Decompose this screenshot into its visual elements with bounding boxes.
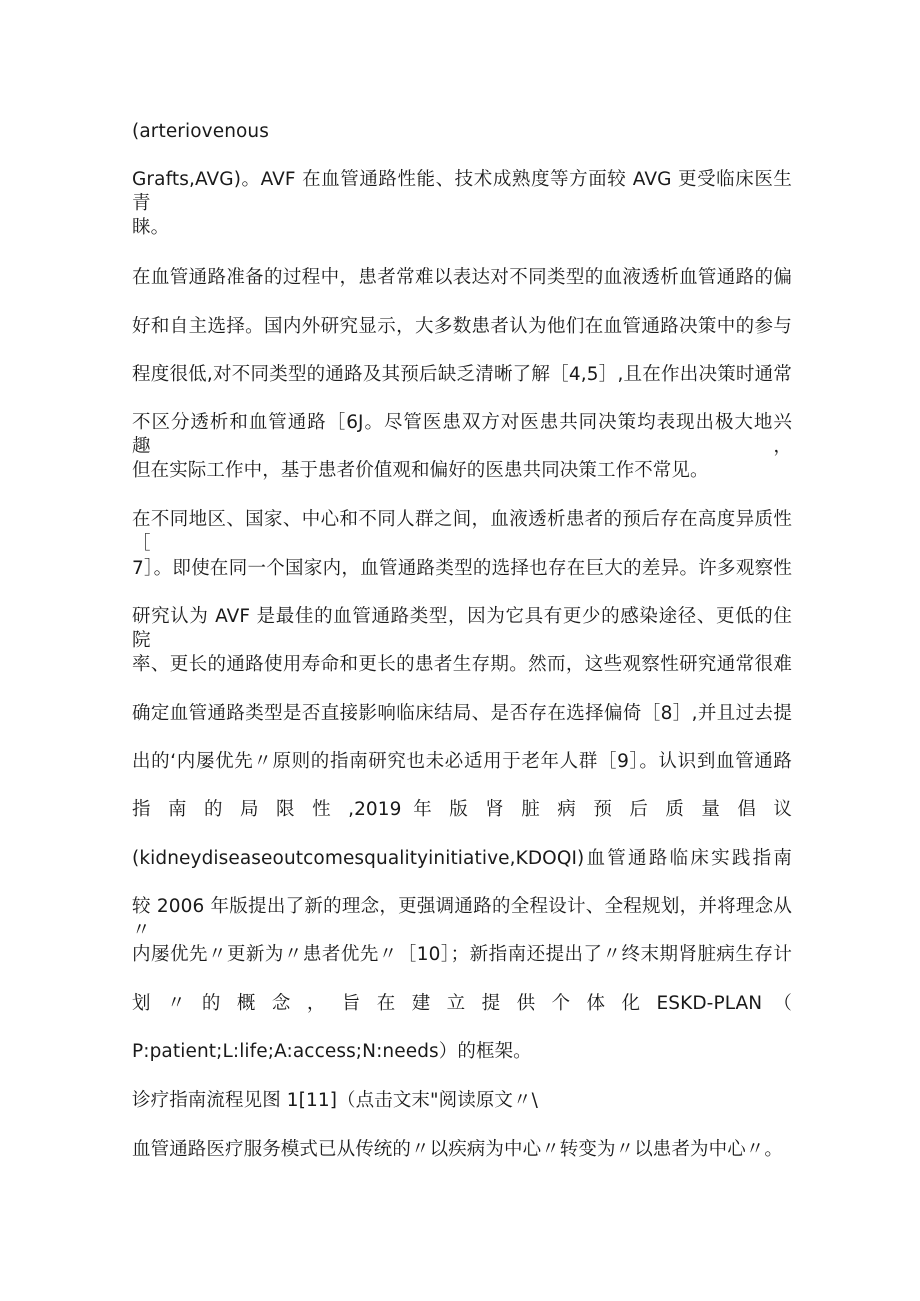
- text-line: 确定血管通路类型是否直接影响临床结局、是否存在选择偏倚［8］,并且过去提: [132, 703, 792, 724]
- text-line: 在血管通路准备的过程中，患者常难以表达对不同类型的血液透析血管通路的偏: [132, 267, 792, 288]
- text-line: 在不同地区、国家、中心和不同人群之间，血液透析患者的预后存在高度异质性［: [132, 509, 792, 554]
- text-line: 但在实际工作中，基于患者价值观和偏好的医患共同决策工作不常见。: [132, 460, 709, 481]
- text-line: 指 南 的 局 限 性 ,2019 年 版 肾 脏 病 预 后 质 量 倡 议: [132, 799, 792, 820]
- text-line: 7］。即使在同一个国家内，血管通路类型的选择也存在巨大的差异。许多观察性: [132, 558, 792, 579]
- text-line: 不区分透析和血管通路［6J。尽管医患双方对医患共同决策均表现出极大地兴趣，: [132, 412, 792, 457]
- text-line: 较 2006 年版提出了新的理念，更强调通路的全程设计、全程规划，并将理念从〃: [132, 896, 792, 941]
- text-line: (arteriovenous: [132, 121, 269, 142]
- text-line: 程度很低,对不同类型的通路及其预后缺乏清晰了解［4,5］,且在作出决策时通常: [132, 364, 792, 385]
- text-line: 血管通路医疗服务模式已从传统的〃以疾病为中心〃转变为〃以患者为中心〃。: [132, 1139, 784, 1160]
- text-line: 划 〃 的 概 念 ， 旨 在 建 立 提 供 个 体 化 ESKD-PLAN （: [132, 993, 792, 1014]
- text-line: 内屡优先〃更新为〃患者优先〃［10］；新指南还提出了〃终末期肾脏病生存计: [132, 944, 792, 965]
- text-line: 好和自主选择。国内外研究显示，大多数患者认为他们在血管通路决策中的参与: [132, 316, 792, 337]
- text-line: 诊疗指南流程见图 1[11]（点击文末"阅读原文〃\: [132, 1090, 538, 1111]
- text-line: (kidneydiseaseoutcomesqualityinitiative,KDOQI)血管通路临床实践指南: [132, 848, 792, 869]
- text-line: Grafts,AVG)。AVF 在血管通路性能、技术成熟度等方面较 AVG 更受临床医生青: [132, 169, 792, 214]
- text-line: 睐。: [132, 217, 170, 238]
- text-line: 研究认为 AVF 是最佳的血管通路类型，因为它具有更少的感染途径、更低的住院: [132, 606, 792, 651]
- text-line: 出的‘内屡优先〃原则的指南研究也未必适用于老年人群［9］。认识到血管通路: [132, 751, 792, 772]
- text-line: 率、更长的通路使用寿命和更长的患者生存期。然而，这些观察性研究通常很难: [132, 654, 792, 675]
- text-line: P:patient;L:life;A:access;N:needs）的框架。: [132, 1041, 532, 1062]
